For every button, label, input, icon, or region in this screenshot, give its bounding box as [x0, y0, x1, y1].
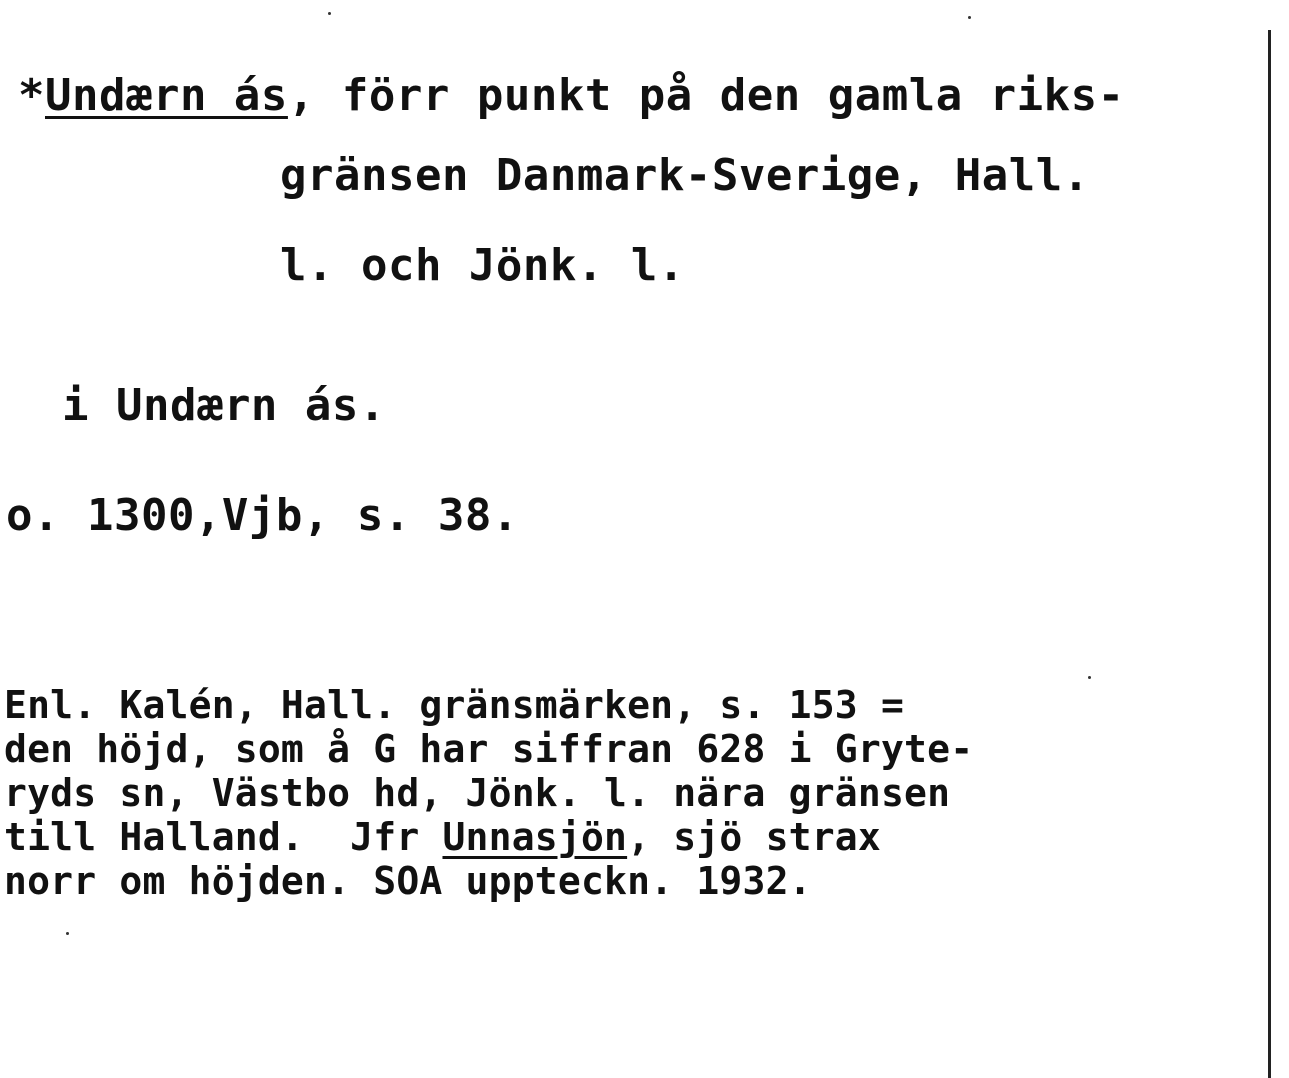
heading-line-3: l. och Jönk. l. — [280, 240, 685, 291]
note-line-1: Enl. Kalén, Hall. gränsmärken, s. 153 = — [4, 683, 905, 727]
scan-speck — [968, 16, 971, 19]
headword: Undærn ás — [45, 70, 288, 121]
scan-speck — [1088, 676, 1091, 679]
form-line-1: i Undærn ás. — [62, 380, 386, 431]
heading-line-1 — [18, 70, 1125, 121]
card-edge-rule — [1268, 30, 1271, 1078]
note-line-2: den höjd, som å G har siffran 628 i Gryte- — [4, 727, 974, 771]
heading-line-2: gränsen Danmark-Sverige, Hall. — [280, 150, 1090, 201]
note-line-5: norr om höjden. SOA uppteckn. 1932. — [4, 859, 812, 903]
note-line-4-start: till Halland. Jfr — [4, 815, 443, 859]
scan-speck — [66, 932, 69, 935]
scan-speck — [328, 12, 331, 15]
form-line-2: o. 1300,Vjb, s. 38. — [6, 490, 519, 541]
note-line-4-end: , sjö strax — [627, 815, 881, 859]
note-line-4 — [4, 815, 881, 859]
note-line-3: ryds sn, Västbo hd, Jönk. l. nära gränsen — [4, 771, 951, 815]
cross-reference-link: Unnasjön — [442, 815, 628, 859]
entry-marker: * — [18, 70, 45, 121]
heading-rest: , förr punkt på den gamla riks- — [287, 70, 1125, 121]
